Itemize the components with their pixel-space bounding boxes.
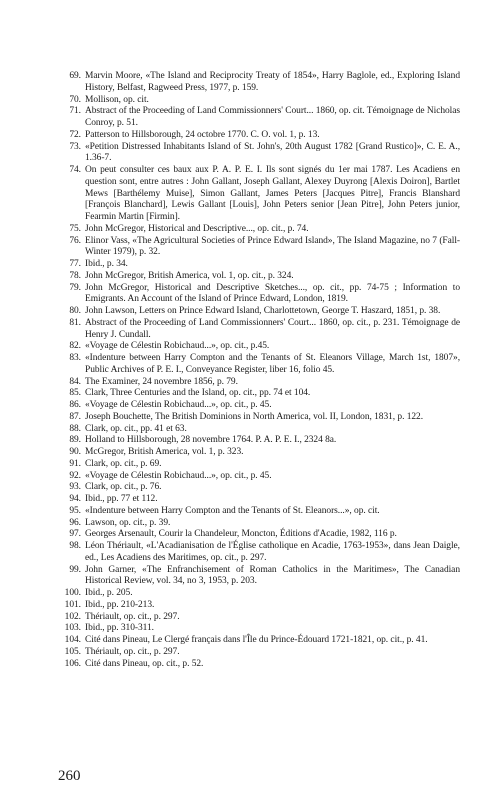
endnote: [58, 435, 460, 447]
endnote-text: «Voyage de Célestin Robichaud...», op. cit., p. 45.: [85, 400, 272, 410]
endnote: [58, 353, 460, 377]
endnote: [58, 236, 460, 260]
endnote-text: Ibid., pp. 310-311.: [85, 623, 154, 634]
endnote-text: «Petition Distressed Inhabitants Island of St. John's, 20th August 1782 [Grand Rustico]», C. E. A., 1.36-7.: [85, 141, 460, 164]
endnote-number: 100.: [64, 588, 81, 598]
endnote-text: John McGregor, Historical and Descriptive..., op. cit., p. 74.: [85, 223, 309, 234]
endnote-text: On peut consulter ces baux aux P. A. P. E. I. Ils sont signés du 1er mai 1787. Les Acadiens en question sont, entre autres : John Gallant, Joseph Gallant, Alexey Duyrong [Alexis Doiron], Bartlet Mews [Barthélemy Muise], Simon Gallant, James Peters [Jacques Pitre], Francis Blanshard [François Blanchard], Lewis Gallant [Louis], John Peters senior [Jean Pitre], John Peters junior, Fearmin Martin [Firmin].: [85, 165, 460, 222]
endnote: [58, 412, 460, 424]
endnote-number: 89.: [69, 435, 81, 446]
endnote-text: Abstract of the Proceeding of Land Commissionners' Court... 1860, op. cit. Témoignage de Nicholas Conroy, p. 51.: [85, 106, 460, 128]
endnote-text: Ibid., pp. 77 et 112.: [85, 494, 158, 504]
endnote: [58, 647, 460, 659]
endnote-number: 75.: [69, 223, 81, 234]
endnote-number: 76.: [69, 235, 81, 246]
endnote-text: Elinor Vass, «The Agricultural Societies of Prince Edward Island», The Island Magazine, no 7 (Fall-Winter 1979), p. 32.: [85, 235, 460, 258]
endnote-number: 104.: [64, 635, 81, 645]
endnote-text: Ibid., p. 205.: [85, 588, 133, 598]
endnote: [58, 600, 460, 612]
endnote-number: 99.: [69, 564, 81, 575]
endnote-number: 70.: [69, 94, 81, 105]
endnote-number: 86.: [69, 400, 81, 410]
endnote-number: 102.: [64, 611, 81, 622]
endnote: [58, 541, 460, 565]
endnote-number: 77.: [69, 259, 81, 269]
endnote-text: Léon Thériault, «L'Acadianisation de l'Église catholique en Acadie, 1763-1953», dans Jean Daigle, ed., Les Acadiens des Maritimes, op. cit., p. 297.: [85, 541, 460, 563]
endnote-text: Lawson, op. cit., p. 39.: [85, 517, 171, 528]
endnote-number: 94.: [69, 494, 81, 504]
endnote-text: Clark, op. cit., pp. 41 et 63.: [85, 423, 187, 434]
endnote: [58, 306, 460, 318]
endnote: [58, 424, 460, 436]
endnote-text: Ibid., pp. 210-213.: [85, 599, 155, 610]
endnote-text: Clark, op. cit., p. 76.: [85, 482, 162, 493]
endnote-number: 90.: [69, 447, 81, 457]
endnote-number: 105.: [64, 646, 81, 657]
endnote-text: «Voyage de Célestin Robichaud...», op. cit., p. 45.: [85, 470, 272, 481]
endnote-text: «Indenture between Harry Compton and the Tenants of St. Eleanors Village, March 1st, 1807», Public Archives of P. E. I., Conveyance Register, liber 16, folio 45.: [85, 353, 460, 375]
endnote-number: 84.: [69, 376, 81, 387]
endnote-number: 93.: [69, 482, 81, 493]
endnote-number: 92.: [69, 470, 81, 481]
endnote: [58, 400, 460, 412]
endnote: [58, 506, 460, 518]
endnote-number: 101.: [64, 599, 81, 610]
endnote-number: 103.: [64, 623, 81, 634]
endnote-number: 88.: [69, 423, 81, 434]
endnote-number: 82.: [69, 341, 81, 352]
endnote-number: 72.: [69, 129, 81, 140]
endnote: [58, 283, 460, 307]
endnote: [58, 459, 460, 471]
endnote: [58, 341, 460, 353]
endnote-text: Clark, Three Centuries and the Island, op. cit., pp. 74 et 104.: [85, 388, 311, 399]
page-number: 260: [58, 768, 81, 784]
endnote-number: 98.: [69, 541, 81, 551]
endnote-text: The Examiner, 24 novembre 1856, p. 79.: [85, 376, 238, 387]
endnote: [58, 494, 460, 506]
endnote: [58, 71, 460, 95]
endnote-text: Cité dans Pineau, Le Clergé français dans l'Île du Prince-Édouard 1721-1821, op. cit., p. 41.: [85, 635, 428, 645]
endnote: [58, 106, 460, 130]
endnote-number: 96.: [69, 517, 81, 528]
endnote: [58, 659, 460, 671]
endnote-number: 73.: [69, 141, 81, 152]
endnote-text: Joseph Bouchette, The British Dominions in North America, vol. II, London, 1831, p. 122.: [85, 411, 424, 422]
endnote-text: Patterson to Hillsborough, 24 octobre 1770. C. O. vol. 1, p. 13.: [85, 129, 320, 140]
endnote: [58, 565, 460, 589]
endnote-text: Clark, op. cit., p. 69.: [85, 458, 162, 469]
endnote: [58, 130, 460, 142]
endnote: [58, 447, 460, 459]
endnote-text: «Indenture between Harry Compton and the Tenants of St. Eleanors...», op. cit.: [85, 505, 380, 516]
endnote-text: Cité dans Pineau, op. cit., p. 52.: [85, 658, 204, 669]
endnote-number: 85.: [69, 388, 81, 399]
endnote-text: «Voyage de Célestin Robichaud...», op. cit., p.45.: [85, 341, 270, 352]
endnote: [58, 271, 460, 283]
endnote-number: 87.: [69, 411, 81, 422]
endnote-number: 95.: [69, 505, 81, 516]
endnote: [58, 588, 460, 600]
endnote-number: 79.: [69, 282, 81, 293]
endnote-number: 78.: [69, 270, 81, 281]
endnote-text: Holland to Hillsborough, 28 novembre 1764. P. A. P. E. I., 2324 8a.: [85, 435, 337, 446]
endnote-number: 74.: [69, 165, 81, 175]
endnote-number: 97.: [69, 529, 81, 540]
endnote: [58, 518, 460, 530]
endnote-number: 80.: [69, 306, 81, 316]
endnote: [58, 635, 460, 647]
endnote-number: 106.: [64, 658, 81, 669]
endnote-text: Georges Arsenault, Courir la Chandeleur, Moncton, Éditions d'Acadie, 1982, 116 p.: [85, 529, 397, 540]
endnote: [58, 95, 460, 107]
endnote-text: Thériault, op. cit., p. 297.: [85, 611, 180, 622]
endnote-text: McGregor, British America, vol. 1, p. 323.: [85, 447, 244, 457]
endnote: [58, 623, 460, 635]
endnote-text: John Garner, «The Enfranchisement of Roman Catholics in the Maritimes», The Canadian Historical Review, vol. 34, no 3, 1953, p. 203.: [85, 564, 460, 587]
endnote: [58, 377, 460, 389]
endnote-text: Ibid., p. 34.: [85, 259, 128, 269]
endnote-text: John Lawson, Letters on Prince Edward Island, Charlottetown, George T. Haszard, 1851, p. 38.: [85, 306, 441, 316]
endnote: [58, 529, 460, 541]
endnote-text: John McGregor, British America, vol. 1, op. cit., p. 324.: [85, 270, 294, 281]
endnote: [58, 142, 460, 166]
endnote-number: 81.: [69, 317, 81, 328]
endnote: [58, 482, 460, 494]
endnote-text: Marvin Moore, «The Island and Reciprocity Treaty of 1854», Harry Baglole, ed., Exploring Island History, Belfast, Ragweed Press, 1977, p. 159.: [85, 71, 460, 93]
endnote-text: Mollison, op. cit.: [85, 94, 149, 105]
endnote: [58, 612, 460, 624]
endnote: [58, 471, 460, 483]
endnote-text: Thériault, op. cit., p. 297.: [85, 646, 180, 657]
endnote: [58, 388, 460, 400]
endnote-text: John McGregor, Historical and Descriptive Sketches..., op. cit., pp. 74-75 ; Information to Emigrants. An Account of the Island of Prince Edward, London, 1819.: [85, 282, 460, 305]
endnote-number: 83.: [69, 353, 81, 363]
endnote-number: 91.: [69, 458, 81, 469]
endnote: [58, 165, 460, 224]
endnote: [58, 259, 460, 271]
endnote-text: Abstract of the Proceeding of Land Commissionners' Court... 1860, op. cit., p. 231. Témoignage de Henry J. Cundall.: [85, 317, 460, 340]
endnotes-list: [58, 71, 460, 670]
endnote-number: 69.: [69, 71, 81, 81]
endnote: [58, 318, 460, 342]
endnote-number: 71.: [69, 106, 81, 117]
endnote: [58, 224, 460, 236]
